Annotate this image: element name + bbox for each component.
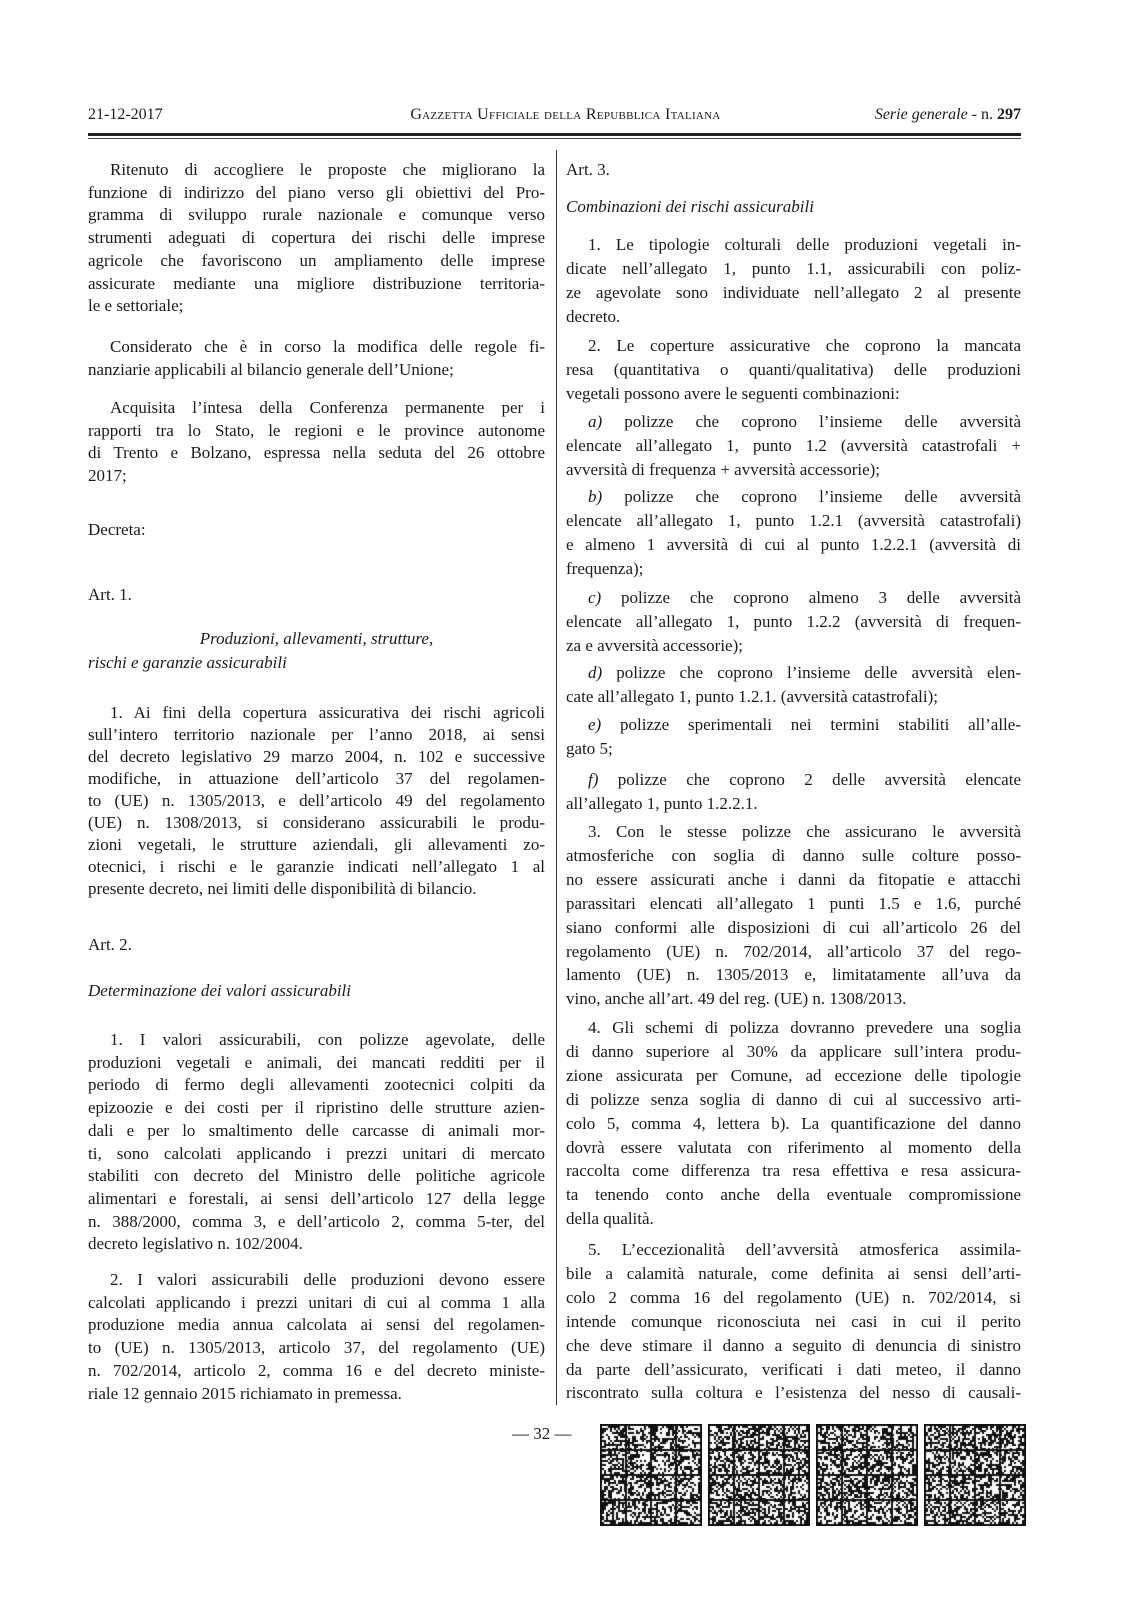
datamatrix-code-3 (816, 1424, 918, 1526)
text-line: to (UE) n. 1305/2013, e dell’articolo 49 del regolamento (88, 791, 545, 810)
text-line: Produzioni, allevamenti, strutture, (199, 629, 434, 648)
art2-paragraph-1 (88, 1029, 545, 1256)
header-rule-thick (88, 133, 1021, 136)
text-line: zione assicurata per Comune, ad eccezione delle tipologie (566, 1065, 1021, 1085)
text-line: n. 388/2000, comma 3, e dell’articolo 2, comma 5-ter, del (88, 1211, 545, 1231)
datamatrix-code-1 (600, 1424, 702, 1526)
art3-paragraph-3 (566, 820, 1021, 1011)
text-line: zioni vegetali, le strutture aziendali, gli allevamenti zo- (88, 835, 545, 854)
text-line: riscontrato sulla coltura e l’esistenza del nesso di causali- (566, 1383, 1021, 1403)
text-line: stabiliti con decreto del Ministro delle politiche agricole (88, 1166, 545, 1186)
text-line: a) polizze che coprono l’insieme delle avversità (588, 412, 1021, 431)
text-line: che deve stimare il danno a seguito di denuncia di sinistro (566, 1335, 1021, 1355)
page-number: — 32 — (512, 1424, 572, 1443)
text-line: da parte dell’assicurato, verificati i dati meteo, il danno (566, 1359, 1021, 1379)
text-line: 1. Le tipologie colturali delle produzioni vegetali in- (588, 235, 1021, 254)
datamatrix-code-2 (708, 1424, 810, 1526)
text-line: cate all’allegato 1, punto 1.2.1. (avversità catastrofali); (566, 686, 938, 706)
text-line: gramma di sviluppo rurale nazionale e comunque verso (88, 205, 545, 225)
item-letter: b) (588, 487, 603, 506)
item-letter: e) (588, 715, 602, 734)
text-line: 2. I valori assicurabili delle produzioni devono essere (110, 1270, 545, 1289)
item-f (566, 768, 1021, 816)
datamatrix-code-4 (924, 1424, 1026, 1526)
text-line: b) polizze che coprono l’insieme delle avversità (588, 487, 1021, 506)
item-letter: a) (588, 412, 603, 431)
header-date: 21-12-2017 (88, 106, 163, 123)
paragraph-considerato (88, 336, 545, 381)
item-d (566, 661, 1021, 709)
art2-paragraph-2 (88, 1269, 545, 1405)
text-line: strumenti adeguati di copertura dei rischi delle imprese (88, 228, 545, 248)
text-line: Determinazione dei valori assicurabili (88, 981, 352, 1000)
text-line: alimentari e forestali, ai sensi dell’articolo 127 della legge (88, 1188, 545, 1208)
art3-title (566, 195, 1021, 219)
text-line: Acquisita l’intesa della Conferenza permanente per i (110, 398, 545, 417)
art1-title (88, 627, 545, 675)
text-line: 5. L’eccezionalità dell’avversità atmosferica assimila- (588, 1240, 1021, 1259)
text-line: epizoozie e dei costi per il ripristino delle strutture azien- (88, 1098, 545, 1118)
art2-heading (88, 934, 545, 957)
serie-label: Serie generale (874, 106, 968, 123)
text-line: (UE) n. 1308/2013, si considerano assicurabili le produ- (88, 813, 545, 832)
text-line: e) polizze sperimentali nei termini stabiliti all’alle- (588, 715, 1021, 734)
text-line: produzione media annua calcolata ai sensi del regolamen- (88, 1315, 545, 1335)
art1-heading (88, 584, 545, 607)
text-line: raccolta come differenza tra resa effettiva e resa assicura- (566, 1161, 1021, 1181)
decreta-heading (88, 519, 545, 542)
text-line: di danno superiore al 30% da applicare sull’intera produ- (566, 1041, 1021, 1061)
text-line: rapporti tra lo Stato, le regioni e le province autonome (88, 420, 545, 440)
column-divider (556, 150, 557, 1405)
text-line: elencate all’allegato 1, punto 1.2.2 (avversità di frequen- (566, 611, 1021, 631)
text-line: assicurate mediante una migliore distribuzione territoria- (88, 273, 545, 293)
art2-title (88, 980, 545, 1003)
item-e (566, 713, 1021, 761)
text-line: sull’intero territorio nazionale per l’anno 2018, ai sensi (88, 725, 545, 744)
art3-paragraph-1 (566, 233, 1021, 329)
header-rule-thin (88, 138, 1021, 139)
text-line: 2. Le coperture assicurative che coprono la mancata (588, 336, 1021, 355)
text-line: dali e per lo smaltimento delle carcasse di animali mor- (88, 1120, 545, 1140)
number-prefix: - n. (967, 106, 997, 123)
text-line: ta tenendo conto anche della eventuale compromissione (566, 1185, 1021, 1205)
text-line: lamento (UE) n. 1305/2013 e, limitatamente all’uva da (566, 965, 1021, 985)
text-line: avversità di frequenza + avversità accessorie); (566, 459, 881, 479)
text-line: 2017; (88, 466, 127, 486)
text-line: calcolati applicando i prezzi unitari di cui al comma 1 alla (88, 1292, 545, 1312)
text-line: ze agevolate sono individuate nell’allegato 2 al presente (566, 282, 1021, 302)
text-line: decreto. (566, 306, 621, 326)
text-line: Art. 1. (88, 585, 132, 604)
text-line: decreto legislativo n. 102/2004. (88, 1234, 303, 1254)
item-letter: c) (588, 588, 602, 607)
text-line: riale 12 gennaio 2015 richiamato in premessa. (88, 1383, 402, 1403)
text-line: periodo di fermo degli allevamenti zootecnici colpiti da (88, 1075, 545, 1095)
text-line: vino, anche all’art. 49 del reg. (UE) n. 1308/2013. (566, 989, 907, 1009)
text-line: d) polizze che coprono l’insieme delle avversità elen- (588, 663, 1021, 682)
text-line: regolamento (UE) n. 702/2014, all’articolo 37 del rego- (566, 941, 1021, 961)
text-line: Art. 3. (566, 160, 610, 179)
art1-paragraph-1 (88, 702, 545, 900)
text-line: del decreto legislativo 29 marzo 2004, n. 102 e successive (88, 747, 545, 766)
item-b (566, 485, 1021, 581)
text-line: agricole che favoriscono un ampliamento delle imprese (88, 250, 545, 270)
text-line: 1. I valori assicurabili, con polizze agevolate, delle (110, 1030, 545, 1049)
text-line: vegetali possono avere le seguenti combinazioni: (566, 383, 900, 403)
text-line: rischi e garanzie assicurabili (88, 653, 287, 672)
text-line: modifiche, in attuazione dell’articolo 37 del regolamen- (88, 769, 545, 788)
text-line: siano conformi alle disposizioni di cui all’articolo 26 del (566, 917, 1021, 937)
text-line: Art. 2. (88, 935, 132, 954)
text-line: funzione di indirizzo del piano verso gli obiettivi del Pro- (88, 182, 545, 202)
text-line: dicate nell’allegato 1, punto 1.1, assicurabili con poliz- (566, 258, 1021, 278)
paragraph-ritenuto (88, 159, 545, 318)
text-line: nanziarie applicabili al bilancio generale dell’Unione; (88, 359, 454, 379)
text-line: to (UE) n. 1305/2013, articolo 37, del regolamento (UE) (88, 1338, 545, 1358)
text-line: intende comunque riconosciuta nei casi in cui il perito (566, 1311, 1021, 1331)
text-line: di Trento e Bolzano, espressa nella seduta del 26 ottobre (88, 443, 545, 463)
text-line: za e avversità accessorie); (566, 635, 743, 655)
text-line: della qualità. (566, 1209, 654, 1229)
item-letter: f) (588, 770, 599, 789)
text-line: dovrà essere valutata con riferimento al momento della (566, 1137, 1021, 1157)
art3-paragraph-5 (566, 1238, 1021, 1405)
text-line: parassitari elencati all’allegato 1 punti 1.5 e 1.6, purché (566, 893, 1021, 913)
paragraph-acquisita (88, 397, 545, 488)
header-publication-title: Gazzetta Ufficiale della Repubblica Italiana (410, 106, 721, 123)
art3-paragraph-4 (566, 1016, 1021, 1231)
art3-heading (566, 158, 1021, 182)
text-line: 1. Ai fini della copertura assicurativa dei rischi agricoli (110, 703, 545, 722)
text-line: Decreta: (88, 520, 146, 539)
text-line: colo 2 comma 16 del regolamento (UE) n. 702/2014, si (566, 1287, 1021, 1307)
text-line: bile a calamità naturale, come definita ai sensi dell’arti- (566, 1263, 1021, 1283)
text-line: all’allegato 1, punto 1.2.2.1. (566, 793, 758, 813)
item-a (566, 410, 1021, 482)
text-line: e almeno 1 avversità di cui al punto 1.2.2.1 (avversità di (566, 534, 1021, 554)
header-serie (875, 106, 1021, 124)
text-line: no essere assicurati anche i danni da fitopatie e attacchi (566, 869, 1021, 889)
text-line: ti, sono calcolati applicando i prezzi unitari di mercato (88, 1143, 545, 1163)
text-line: 3. Con le stesse polizze che assicurano le avversità (588, 822, 1021, 841)
text-line: le e settoriale; (88, 296, 184, 316)
text-line: elencate all’allegato 1, punto 1.2 (avversità catastrofali + (566, 435, 1021, 455)
text-line: Ritenuto di accogliere le proposte che migliorano la (110, 160, 545, 179)
text-line: otecnici, i rischi e le garanzie indicati nell’allegato 1 al (88, 857, 545, 876)
text-line: 4. Gli schemi di polizza dovranno prevedere una soglia (588, 1018, 1021, 1037)
text-line: resa (quantitativa o quanti/qualitativa) delle produzioni (566, 359, 1021, 379)
text-line: c) polizze che coprono almeno 3 delle avversità (588, 588, 1021, 607)
issue-number: 297 (997, 106, 1021, 123)
art3-paragraph-2 (566, 334, 1021, 406)
item-c (566, 586, 1021, 658)
text-line: di polizze senza soglia di danno di cui al successivo arti- (566, 1089, 1021, 1109)
text-line: n. 702/2014, articolo 2, comma 16 e del decreto ministe- (88, 1360, 545, 1380)
text-line: produzioni vegetali e animali, dei mancati redditi per il (88, 1052, 545, 1072)
text-line: atmosferiche con soglia di danno sulle colture posso- (566, 845, 1021, 865)
text-line: gato 5; (566, 738, 613, 758)
text-line: frequenza); (566, 558, 644, 578)
text-line: f) polizze che coprono 2 delle avversità elencate (588, 770, 1021, 789)
text-line: colo 5, comma 4, lettera b). La quantificazione del danno (566, 1113, 1021, 1133)
item-letter: d) (588, 663, 603, 682)
text-line: presente decreto, nei limiti delle disponibilità di bilancio. (88, 879, 477, 898)
text-line: elencate all’allegato 1, punto 1.2.1 (avversità catastrofali) (566, 510, 1021, 530)
text-line: Combinazioni dei rischi assicurabili (566, 197, 814, 216)
text-line: Considerato che è in corso la modifica delle regole fi- (110, 337, 545, 356)
